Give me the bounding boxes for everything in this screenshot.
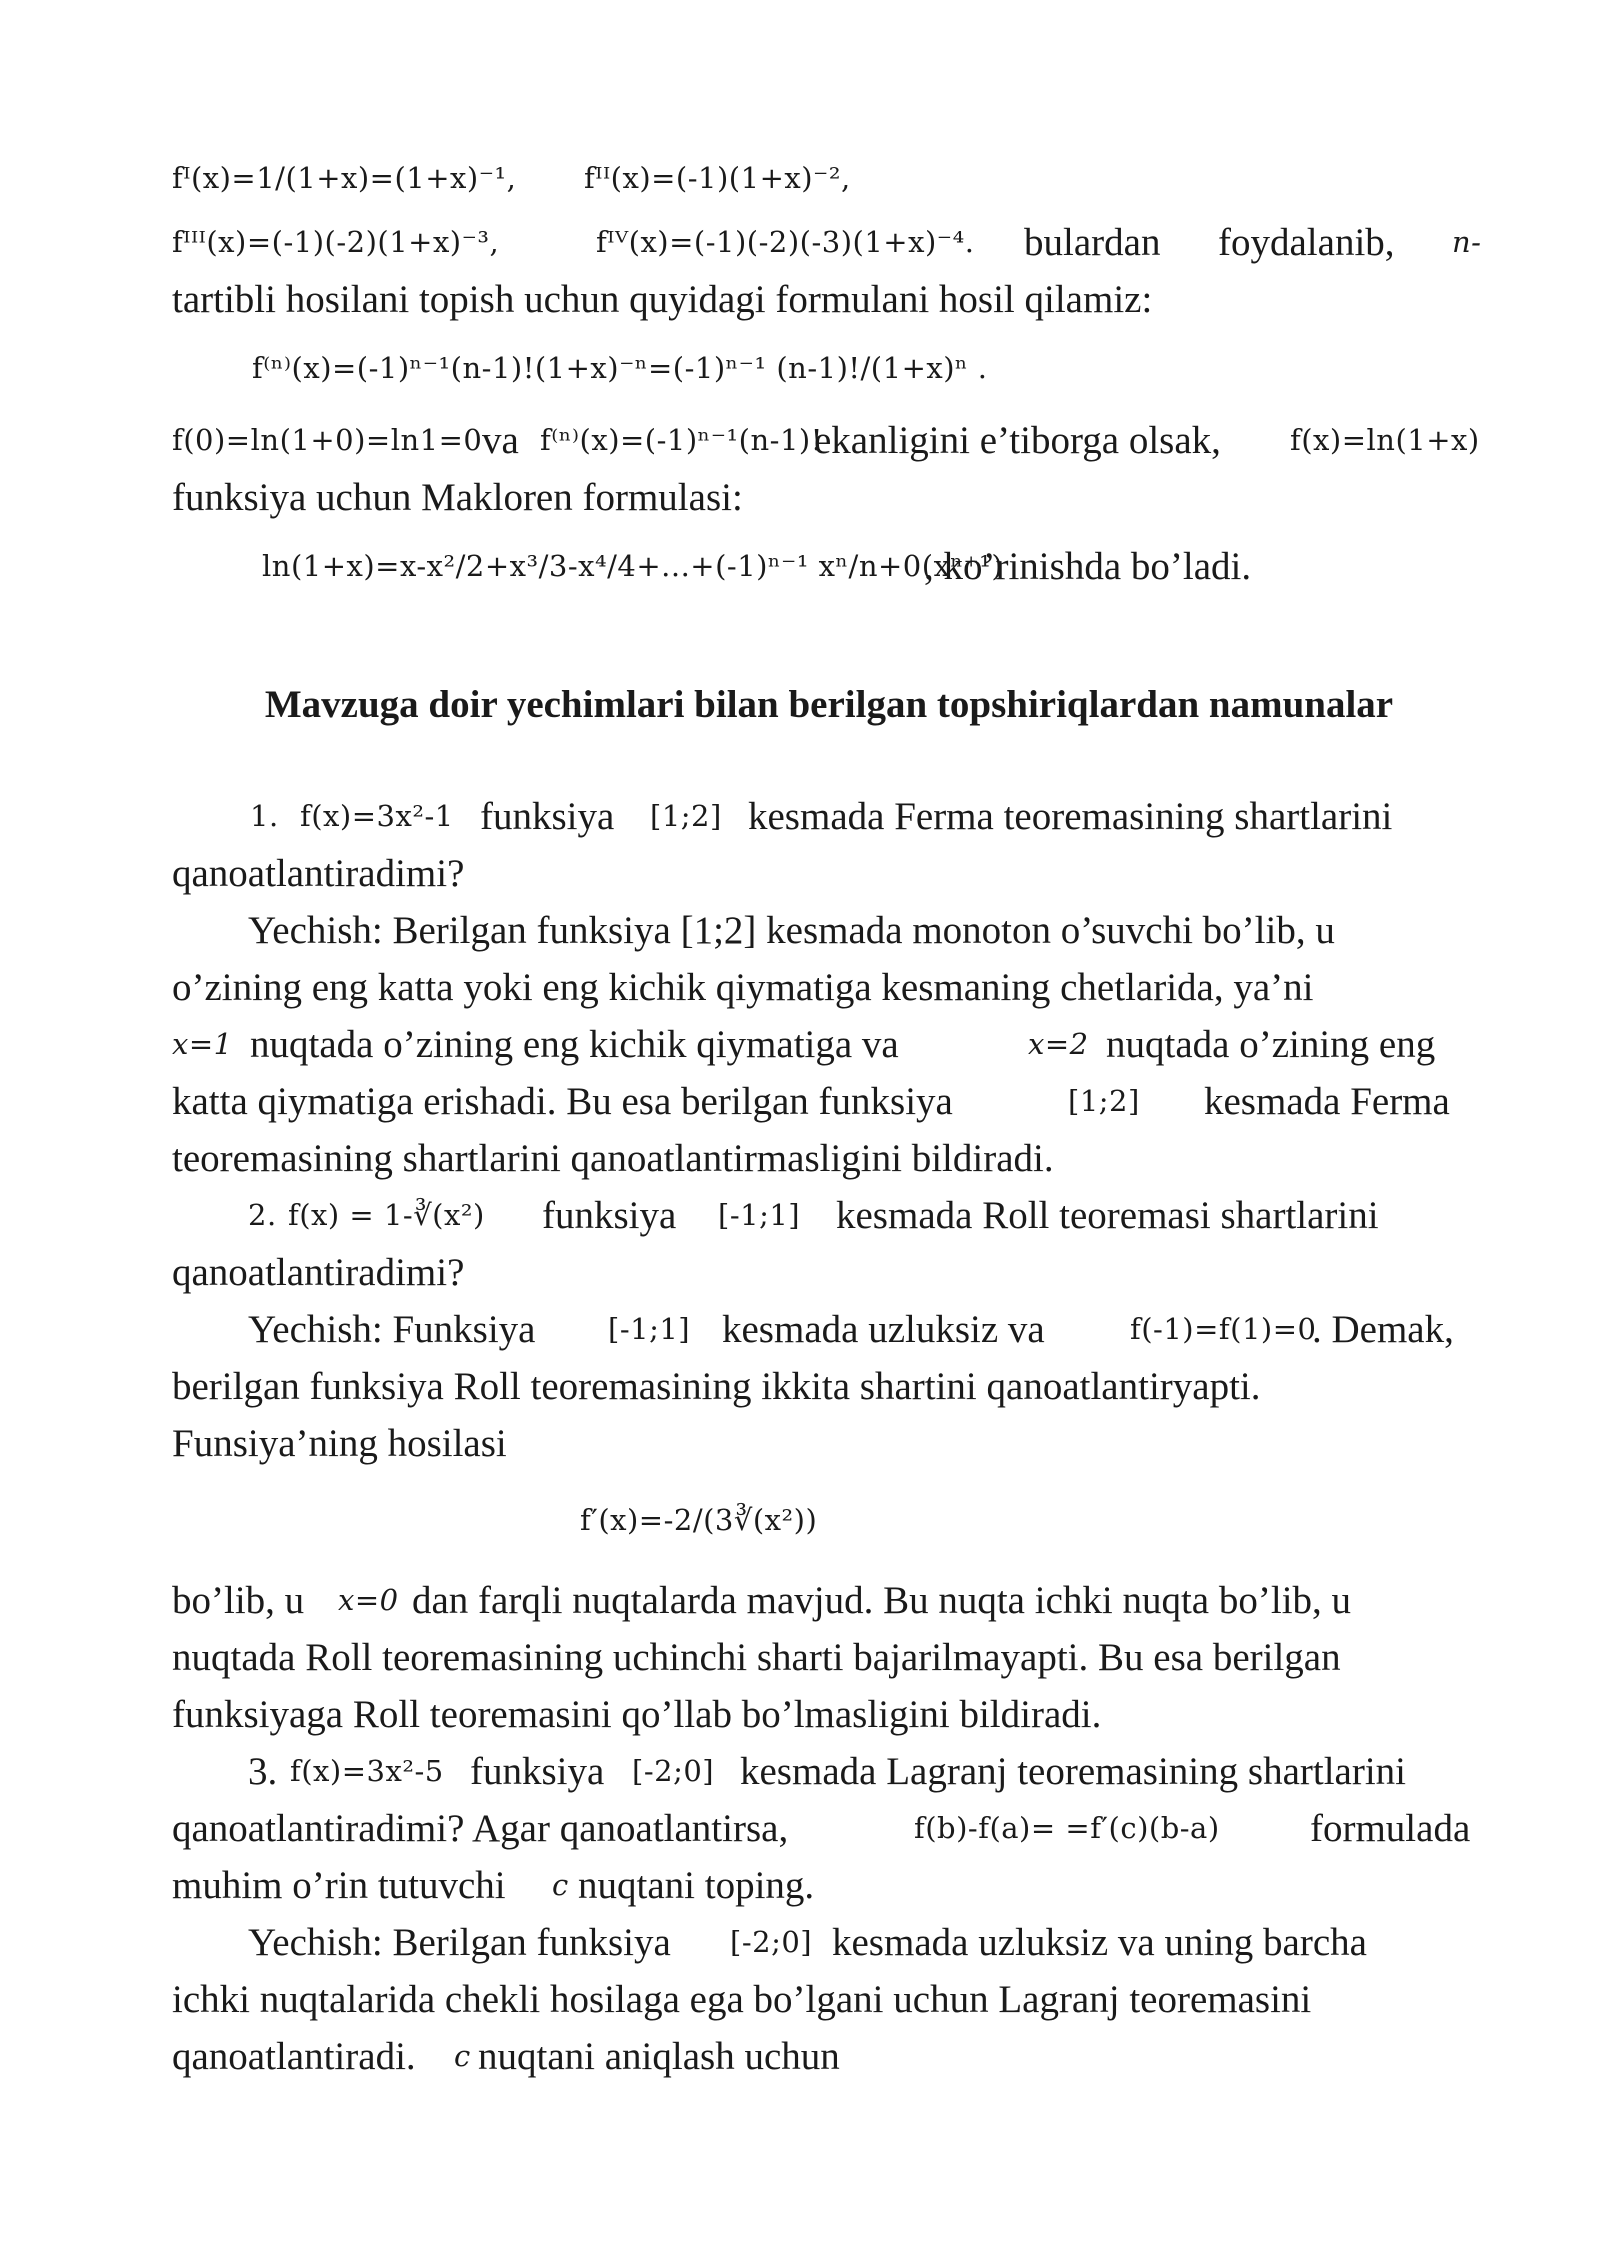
problem-2-function: f(x) = 1-∛(x²) — [288, 1198, 485, 1232]
solution-3-line-1b: kesmada uzluksiz va uning barcha — [832, 1921, 1367, 1964]
text-funksiya: funksiya — [480, 795, 615, 838]
solution-2-line-1a: Yechish: Funksiya — [248, 1308, 536, 1351]
formula-x-eq-0: x=0 — [338, 1583, 399, 1617]
solution-3-line-1 — [172, 1914, 1486, 1971]
problem-1-number: 1. — [250, 799, 279, 833]
solution-1-segment: [1;2] — [1068, 1084, 1140, 1118]
problem-3-function: f(x)=3x²-5 — [290, 1754, 444, 1788]
problem-3-number: 3. — [248, 1750, 278, 1793]
solution-1-line-4b: kesmada Ferma — [1204, 1080, 1450, 1123]
formula-x-eq-2: x=2 — [1028, 1027, 1089, 1061]
solution-1-line-3b: nuqtada o’zining eng — [1106, 1023, 1436, 1066]
solution-2-segment: [-1;1] — [608, 1312, 691, 1346]
text-funksiya-2: funksiya — [542, 1194, 677, 1237]
text-n-dash: n- — [1452, 225, 1482, 259]
solution-1-line-4a: katta qiymatiga erishadi. Bu esa berilgan funksiya — [172, 1080, 953, 1123]
solution-2-line-4a: bo’lib, u — [172, 1579, 305, 1622]
solution-2-line-5: nuqtada Roll teoremasining uchinchi sharti bajarilmayapti. Bu esa berilgan — [172, 1636, 1341, 1679]
formula-fourth-derivative: fᴵⱽ(x)=(-1)(-2)(-3)(1+x)⁻⁴. — [596, 225, 975, 259]
text-line-5 — [172, 412, 1486, 469]
formula-second-derivative: fᴵᴵ(x)=(-1)(1+x)⁻², — [584, 161, 851, 195]
document-page — [172, 150, 1486, 2085]
solution-3-line-3b: nuqtani aniqlash uchun — [478, 2035, 840, 2078]
formula-derivative: f′(x)=-2/(3∛(x²)) — [580, 1503, 818, 1537]
problem-1-segment: [1;2] — [650, 799, 722, 833]
problem-3-line-3b: nuqtani toping. — [578, 1864, 815, 1907]
formula-f-zero: f(0)=ln(1+0)=ln1=0 — [172, 423, 483, 457]
formula-nth-value: f⁽ⁿ⁾(x)=(-1)ⁿ⁻¹(n-1)! — [540, 423, 823, 457]
formula-c: c — [552, 1868, 569, 1902]
formula-first-derivative: fᴵ(x)=1/(1+x)=(1+x)⁻¹, — [172, 161, 517, 195]
solution-2-line-1 — [172, 1301, 1486, 1358]
formula-x-eq-1: x=1 — [172, 1027, 233, 1061]
problem-1-function: f(x)=3x²-1 — [300, 799, 454, 833]
solution-1-line-1: Yechish: Berilgan funksiya [1;2] kesmada monoton o’suvchi bo’lib, u — [248, 909, 1335, 952]
problem-2-rest: kesmada Roll teoremasi shartlarini — [836, 1194, 1379, 1237]
formula-fx-ln: f(x)=ln(1+x) — [1290, 423, 1480, 457]
solution-2-line-3: Funsiya’ning hosilasi — [172, 1422, 507, 1465]
text-ekanligini: ekanligini e’tiborga olsak, — [814, 419, 1221, 462]
problem-3-line-3 — [172, 1857, 1486, 1914]
text-funksiya-3: funksiya — [470, 1750, 605, 1793]
derivatives-line-1 — [172, 150, 1486, 214]
nth-derivative-line — [172, 328, 1486, 412]
section-heading: Mavzuga doir yechimlari bilan berilgan topshiriqlardan namunalar — [264, 683, 1394, 726]
problem-3-line-2b: formulada — [1310, 1807, 1471, 1850]
formula-f-values: f(-1)=f(1)=0 — [1130, 1312, 1317, 1346]
maclaurin-line — [172, 526, 1486, 606]
solution-2-line-2: berilgan funksiya Roll teoremasining ikkita shartini qanoatlantiryapti. — [172, 1365, 1261, 1408]
solution-3-line-3a: qanoatlantiradi. — [172, 2035, 416, 2078]
derivative-line — [172, 1472, 1486, 1572]
solution-2-line-1c: . Demak, — [1312, 1308, 1454, 1351]
text-korinishda: , ko’rinishda bo’ladi. — [924, 545, 1252, 588]
problem-1-rest: kesmada Ferma teoremasining shartlarini — [748, 795, 1393, 838]
formula-c-2: c — [454, 2039, 471, 2073]
problem-3-line-2a: qanoatlantiradimi? Agar qanoatlantirsa, — [172, 1807, 789, 1850]
text-line-3: tartibli hosilani topish uchun quyidagi formulani hosil qilamiz: — [172, 278, 1153, 321]
solution-1-line-4 — [172, 1073, 1486, 1130]
problem-1-line-1 — [172, 788, 1486, 845]
solution-2-line-1b: kesmada uzluksiz va — [722, 1308, 1045, 1351]
text-bulardan: bulardan — [1024, 221, 1161, 264]
problem-3-line-3a: muhim o’rin tutuvchi — [172, 1864, 506, 1907]
problem-2-number: 2. — [248, 1198, 277, 1232]
solution-3-line-1a: Yechish: Berilgan funksiya — [248, 1921, 671, 1964]
solution-3-segment: [-2;0] — [730, 1925, 813, 1959]
solution-1-line-2: o’zining eng katta yoki eng kichik qiymatiga kesmaning chetlarida, ya’ni — [172, 966, 1314, 1009]
problem-1-line-2: qanoatlantiradimi? — [172, 852, 465, 895]
text-va: va — [482, 419, 519, 462]
solution-3-line-2: ichki nuqtalarida chekli hosilaga ega bo’lgani uchun Lagranj teoremasini — [172, 1978, 1312, 2021]
text-line-6: funksiya uchun Makloren formulasi: — [172, 476, 743, 519]
formula-lagrange: f(b)-f(a)= =f′(c)(b-a) — [914, 1811, 1220, 1845]
solution-1-line-3 — [172, 1016, 1486, 1073]
solution-2-line-4 — [172, 1572, 1486, 1629]
solution-1-line-3a: nuqtada o’zining eng kichik qiymatiga va — [250, 1023, 899, 1066]
problem-2-line-1 — [172, 1187, 1486, 1244]
problem-2-segment: [-1;1] — [718, 1198, 801, 1232]
problem-2-line-2: qanoatlantiradimi? — [172, 1251, 465, 1294]
solution-2-line-6: funksiyaga Roll teoremasini qo’llab bo’lmasligini bildiradi. — [172, 1693, 1102, 1736]
problem-3-rest: kesmada Lagranj teoremasining shartlarini — [740, 1750, 1407, 1793]
problem-3-segment: [-2;0] — [632, 1754, 715, 1788]
text-foydalanib: foydalanib, — [1218, 221, 1395, 264]
problem-3-line-1 — [172, 1743, 1486, 1800]
solution-1-line-5: teoremasining shartlarini qanoatlantirmasligini bildiradi. — [172, 1137, 1054, 1180]
problem-3-line-2 — [172, 1800, 1486, 1857]
solution-2-line-4b: dan farqli nuqtalarda mavjud. Bu nuqta ichki nuqta bo’lib, u — [412, 1579, 1352, 1622]
solution-3-line-3 — [172, 2028, 1486, 2085]
formula-third-derivative: fᴵᴵᴵ(x)=(-1)(-2)(1+x)⁻³, — [172, 225, 500, 259]
formula-maclaurin: ln(1+x)=x-x²/2+x³/3-x⁴/4+...+(-1)ⁿ⁻¹ xⁿ/n+0(xⁿ⁺¹) — [262, 549, 1004, 583]
derivatives-line-2 — [172, 214, 1486, 271]
formula-nth-derivative: f⁽ⁿ⁾(x)=(-1)ⁿ⁻¹(n-1)!(1+x)⁻ⁿ=(-1)ⁿ⁻¹ (n-1)!/(1+x)ⁿ . — [252, 351, 988, 385]
